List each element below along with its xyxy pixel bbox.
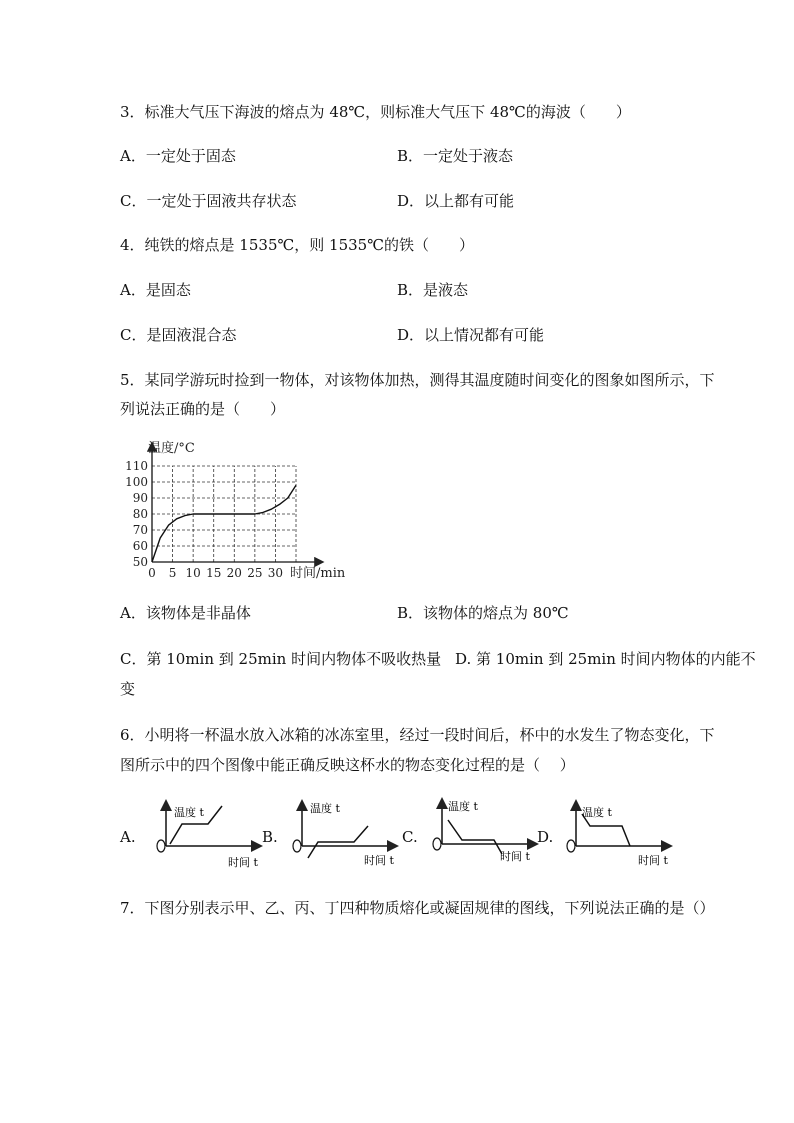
y-tick-label: 100	[125, 475, 148, 489]
x-tick-label: 15	[206, 566, 222, 580]
q5-option-b: B．该物体的熔点为 80℃	[397, 604, 569, 622]
q6-graph-b-xlabel: 时间 t	[364, 854, 394, 867]
q6-graph-a-ylabel: 温度 t	[174, 806, 204, 819]
q6-graph-a-xlabel: 时间 t	[228, 856, 258, 869]
q6-graph-a	[152, 796, 264, 872]
x-tick-label: 25	[247, 566, 263, 580]
q4-option-c: C．是固液混合态	[120, 326, 237, 344]
chart-series	[152, 485, 296, 562]
q3-option-d: D．以上都有可能	[397, 192, 515, 210]
y-tick-label: 70	[132, 523, 148, 537]
q3-option-c: C．一定处于固液共存状态	[120, 192, 297, 210]
q3-option-a: A．一定处于固态	[120, 147, 236, 165]
question-5-stem-line2: 列说法正确的是（ ）	[120, 400, 286, 418]
q4-option-d: D．以上情况都有可能	[397, 326, 545, 344]
q6-graph-b-ylabel: 温度 t	[310, 802, 340, 815]
q5-option-a: A．该物体是非晶体	[120, 604, 251, 622]
x-tick-label: 20	[226, 566, 242, 580]
y-tick-label: 50	[132, 555, 148, 569]
q6-graph-d	[562, 796, 674, 872]
q6-graph-b-curve	[308, 826, 368, 858]
question-6-stem-line2: 图所示中的四个图像中能正确反映这杯水的物态变化过程的是（ ）	[120, 756, 575, 774]
question-6-stem-line1: 6．小明将一杯温水放入冰箱的冰冻室里，经过一段时间后，杯中的水发生了物态变化，下	[120, 726, 715, 744]
q6-graph-b-label: B.	[262, 828, 278, 846]
q6-graph-c-label: C.	[402, 828, 418, 846]
x-tick-label: 10	[185, 566, 201, 580]
temperature-time-chart	[118, 436, 358, 582]
x-tick-label: 30	[267, 566, 284, 580]
q6-graph-a-label: A.	[120, 828, 136, 846]
q5-option-c: C．第 10min 到 25min 时间内物体不吸收热量	[120, 650, 442, 668]
q5-option-d: D. 第 10min 到 25min 时间内物体的内能不	[455, 650, 756, 668]
q5-option-d-continued: 变	[120, 680, 136, 698]
y-tick-label: 60	[132, 539, 148, 553]
q6-graph-c-ylabel: 温度 t	[448, 800, 478, 813]
q4-option-a: A．是固态	[120, 281, 191, 299]
q6-graph-c-curve	[448, 820, 502, 854]
series-line	[152, 485, 296, 562]
q4-option-b: B．是液态	[397, 281, 469, 299]
q6-graph-d-label: D.	[537, 828, 554, 846]
q6-graph-d-ylabel: 温度 t	[582, 806, 612, 819]
question-3-stem: 3．标准大气压下海波的熔点为 48℃，则标准大气压下 48℃的海波（ ）	[120, 103, 631, 121]
question-7-stem: 7．下图分别表示甲、乙、丙、丁四种物质熔化或凝固规律的图线，下列说法正确的是（）	[120, 899, 715, 917]
x-tick-label: 5	[168, 566, 177, 580]
q6-graph-b	[288, 796, 400, 872]
chart-y-axis-label: 温度/°C	[148, 441, 195, 456]
chart-axes	[152, 444, 322, 562]
question-5-stem-line1: 5．某同学游玩时捡到一物体，对该物体加热，测得其温度随时间变化的图象如图所示，下	[120, 371, 715, 389]
q6-graph-d-xlabel: 时间 t	[638, 854, 668, 867]
q6-graph-c	[428, 794, 540, 870]
y-tick-label: 110	[125, 459, 148, 473]
question-4-stem: 4．纯铁的熔点是 1535℃，则 1535℃的铁（ ）	[120, 236, 474, 254]
y-tick-label: 90	[132, 491, 148, 505]
y-tick-label: 80	[132, 507, 148, 521]
chart-x-axis-label: 时间/min	[290, 566, 346, 581]
q3-option-b: B．一定处于液态	[397, 147, 514, 165]
x-tick-label: 0	[148, 566, 156, 580]
q6-graph-c-xlabel: 时间 t	[500, 850, 530, 863]
